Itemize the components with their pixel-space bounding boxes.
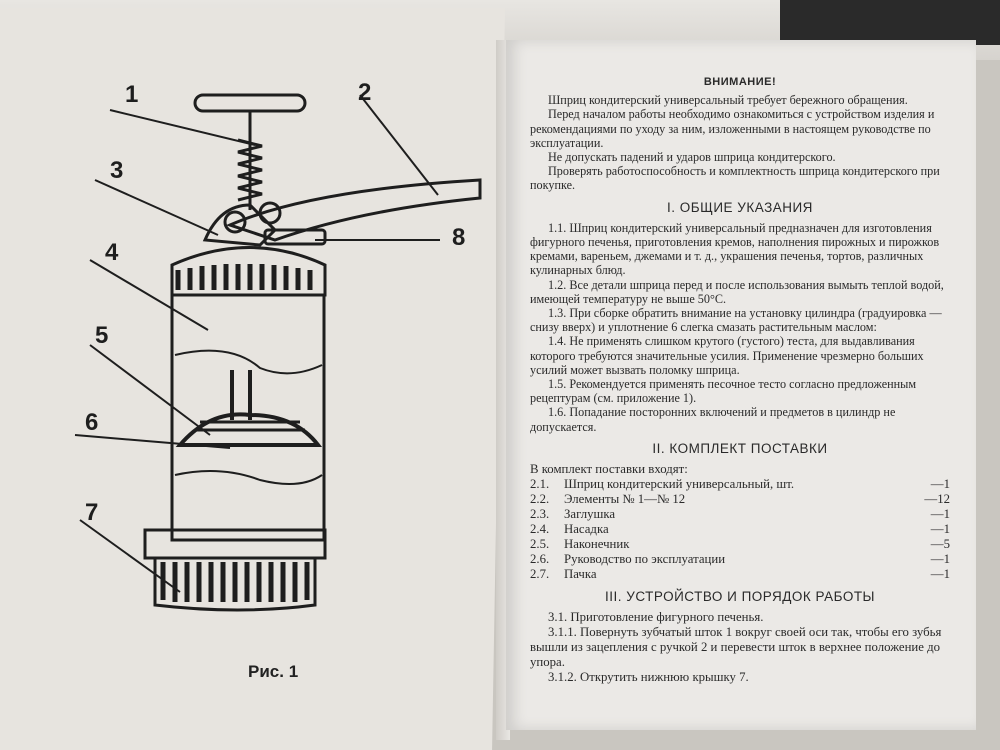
- list-item: [530, 537, 950, 552]
- delivery-items-list: [530, 477, 950, 582]
- section-1-paragraph: 1.1. Шприц кондитерский универсальный предназначен для изготовления фигурного печенья, приготовления кремов, наполнения пирожных и пирожков кремами, вареньем, джемами и т. д., украшения печенья, тортов, различных кулинарных блюд.: [530, 220, 940, 278]
- item-number: 2.3.: [530, 507, 550, 522]
- figure-caption: Рис. 1: [248, 662, 299, 681]
- section-1-paragraph: 1.6. Попадание посторонних включений и предметов в цилиндр не допускается.: [530, 405, 896, 434]
- item-qty: —1: [930, 507, 950, 522]
- item-qty: —12: [924, 492, 950, 507]
- cylinder-reflection: [175, 351, 322, 374]
- list-item: [530, 492, 950, 507]
- item-name: Шприц кондитерский универсальный, шт.: [564, 477, 795, 492]
- label-6: 6: [85, 409, 99, 436]
- item-qty: —1: [930, 567, 950, 582]
- cylinder-reflection-2: [175, 471, 322, 484]
- attention-paragraph: Перед началом работы необходимо ознакомиться с устройством изделия и рекомендациями по уходу за ним, изложенными в настоящем руководстве по эксплуатации.: [530, 107, 935, 150]
- background-object: [780, 0, 1000, 45]
- section-2-title: II. КОМПЛЕКТ ПОСТАВКИ: [652, 440, 828, 456]
- attention-paragraph: Проверять работоспособность и комплектность шприца кондитерского при покупке.: [530, 164, 940, 193]
- item-number: 2.1.: [530, 477, 550, 492]
- cap-ribs: [178, 264, 310, 290]
- section-3-title: III. УСТРОЙСТВО И ПОРЯДОК РАБОТЫ: [604, 589, 876, 605]
- section-3-paragraph: 3.1. Приготовление фигурного печенья.: [548, 610, 764, 625]
- label-8: 8: [452, 224, 466, 251]
- item-qty: —5: [930, 537, 950, 552]
- item-name: Заглушка: [564, 507, 616, 522]
- label-3: 3: [110, 157, 124, 184]
- list-item: [530, 507, 950, 522]
- item-name: Наконечник: [564, 537, 630, 552]
- section-3-paragraph: 3.1.2. Открутить нижнюю крышку 7.: [548, 670, 749, 685]
- label-4: 4: [105, 239, 119, 266]
- leader-5: [90, 345, 210, 435]
- list-item: [530, 522, 950, 537]
- list-item: [530, 567, 950, 582]
- section-3-paragraph: 3.1.1. Повернуть зубчатый шток 1 вокруг своей оси так, чтобы его зубья вышли из зацепления с ручкой 2 и перевести шток в верхнее положение до упора.: [530, 625, 942, 670]
- list-item: [530, 477, 950, 492]
- item-qty: —1: [930, 522, 950, 537]
- label-2: 2: [358, 80, 372, 106]
- section-2-intro: В комплект поставки входят:: [530, 462, 688, 477]
- item-number: 2.7.: [530, 567, 550, 582]
- leader-6: [75, 435, 230, 448]
- item-number: 2.5.: [530, 537, 550, 552]
- leader-3: [95, 180, 218, 235]
- item-name: Руководство по эксплуатации: [564, 552, 726, 567]
- label-5: 5: [95, 322, 109, 349]
- right-page-text: [530, 75, 950, 685]
- section-1-paragraph: 1.4. Не применять слишком крутого (густого) теста, для выдавливания которого требуются значительные усилия. Применение чрезмерно больших усилий может вызвать поломку шприца.: [530, 334, 924, 377]
- attention-paragraph: Не допускать падений и ударов шприца кондитерского.: [548, 150, 836, 165]
- item-qty: —1: [930, 552, 950, 567]
- attention-paragraph: Шприц кондитерский универсальный требует бережного обращения.: [548, 93, 908, 108]
- item-name: Элементы № 1—№ 12: [564, 492, 686, 507]
- item-number: 2.4.: [530, 522, 550, 537]
- section-1-paragraph: 1.2. Все детали шприца перед и после использования вымыть теплой водой, имеющей температуру не выше 50°С.: [530, 277, 944, 306]
- item-name: Пачка: [564, 567, 597, 582]
- t-handle: [195, 95, 305, 111]
- item-number: 2.2.: [530, 492, 550, 507]
- leader-2: [360, 95, 438, 195]
- piston-ribs: [195, 422, 305, 430]
- item-name: Насадка: [564, 522, 609, 537]
- syringe-diagram: [60, 80, 500, 640]
- item-qty: —1: [930, 477, 950, 492]
- label-1: 1: [125, 81, 139, 108]
- section-1-title: I. ОБЩИЕ УКАЗАНИЯ: [667, 199, 813, 215]
- list-item: [530, 552, 950, 567]
- attention-heading: ВНИМАНИЕ!: [703, 76, 777, 88]
- bottom-cap-ribs: [163, 562, 307, 602]
- leader-1: [110, 110, 255, 145]
- section-1-paragraph: 1.3. При сборке обратить внимание на установку цилиндра (градуировка — снизу вверх) и уплотнение 6 слегка смазать растительным маслом:: [530, 306, 942, 335]
- item-number: 2.6.: [530, 552, 550, 567]
- label-7: 7: [85, 499, 99, 526]
- section-1-paragraph: 1.5. Рекомендуется применять песочное тесто согласно предложенным рецептурам (см. приложение 1).: [530, 377, 917, 406]
